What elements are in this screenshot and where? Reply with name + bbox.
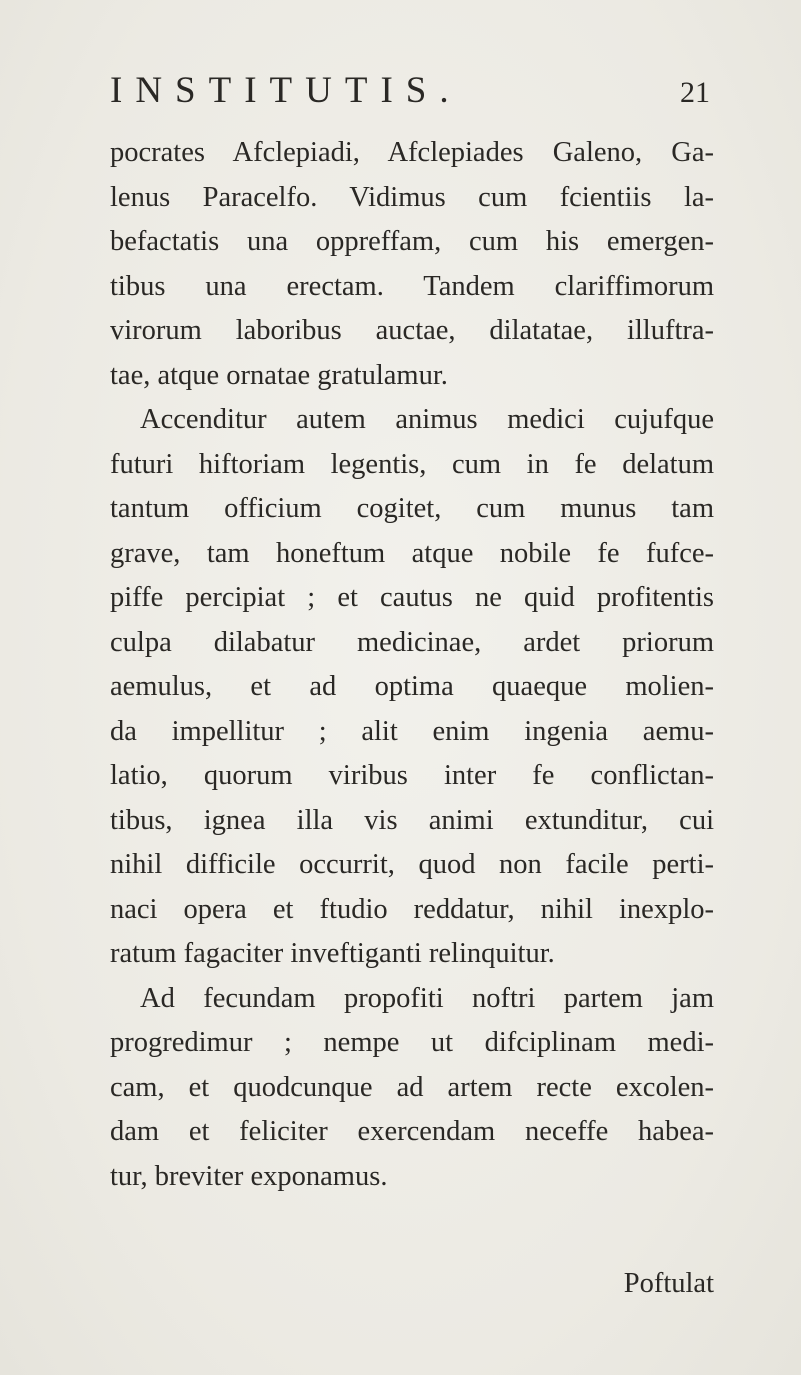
text-line: nihil difficile occurrit, quod non facile perti- xyxy=(110,849,714,880)
text-line: progredimur ; nempe ut difciplinam medi- xyxy=(110,1027,714,1058)
text-line: culpa dilabatur medicinae, ardet priorum xyxy=(110,626,714,658)
text-line: futuri hiftoriam legentis, cum in fe delatum xyxy=(110,448,714,480)
text-line: dam et feliciter exercendam neceffe habea- xyxy=(110,1116,714,1147)
text-line: aemulus, et ad optima quaeque molien- xyxy=(110,671,714,702)
text-line: befactatis una oppreffam, cum his emergen- xyxy=(110,226,714,257)
catchword: Poftulat xyxy=(623,1268,714,1299)
text-line: latio, quorum viribus inter fe conflictan- xyxy=(110,760,714,791)
text-line: naci opera et ftudio reddatur, nihil inexplo- xyxy=(110,893,714,925)
text-line: piffe percipiat ; et cautus ne quid profitentis xyxy=(110,582,714,613)
page-number: 21 xyxy=(680,76,710,109)
page-header xyxy=(110,66,710,116)
text-line: pocrates Afclepiadi, Afclepiades Galeno, Ga- xyxy=(110,137,714,168)
text-line: tibus una erectam. Tandem clariffimorum xyxy=(110,270,714,302)
text-line: tur, breviter exponamus. xyxy=(110,1160,388,1192)
text-line: ratum fagaciter inveftiganti relinquitur. xyxy=(110,938,555,969)
text-line: Ad fecundam propofiti noftri partem jam xyxy=(140,982,714,1014)
text-line: grave, tam honeftum atque nobile fe fufce- xyxy=(110,537,714,569)
text-line: tae, atque ornatae gratulamur. xyxy=(110,359,448,391)
text-line: Accenditur autem animus medici cujufque xyxy=(140,404,714,435)
text-line: tantum officium cogitet, cum munus tam xyxy=(110,493,714,524)
body-text xyxy=(110,131,714,1199)
text-line: cam, et quodcunque ad artem recte excolen- xyxy=(110,1071,714,1103)
text-line: da impellitur ; alit enim ingenia aemu- xyxy=(110,715,714,747)
running-head: INSTITUTIS. xyxy=(110,70,462,111)
text-line: tibus, ignea illa vis animi extunditur, cui xyxy=(110,804,714,836)
text-line: lenus Paracelfo. Vidimus cum fcientiis la- xyxy=(110,181,714,213)
text-line: virorum laboribus auctae, dilatatae, illuftra- xyxy=(110,315,714,346)
